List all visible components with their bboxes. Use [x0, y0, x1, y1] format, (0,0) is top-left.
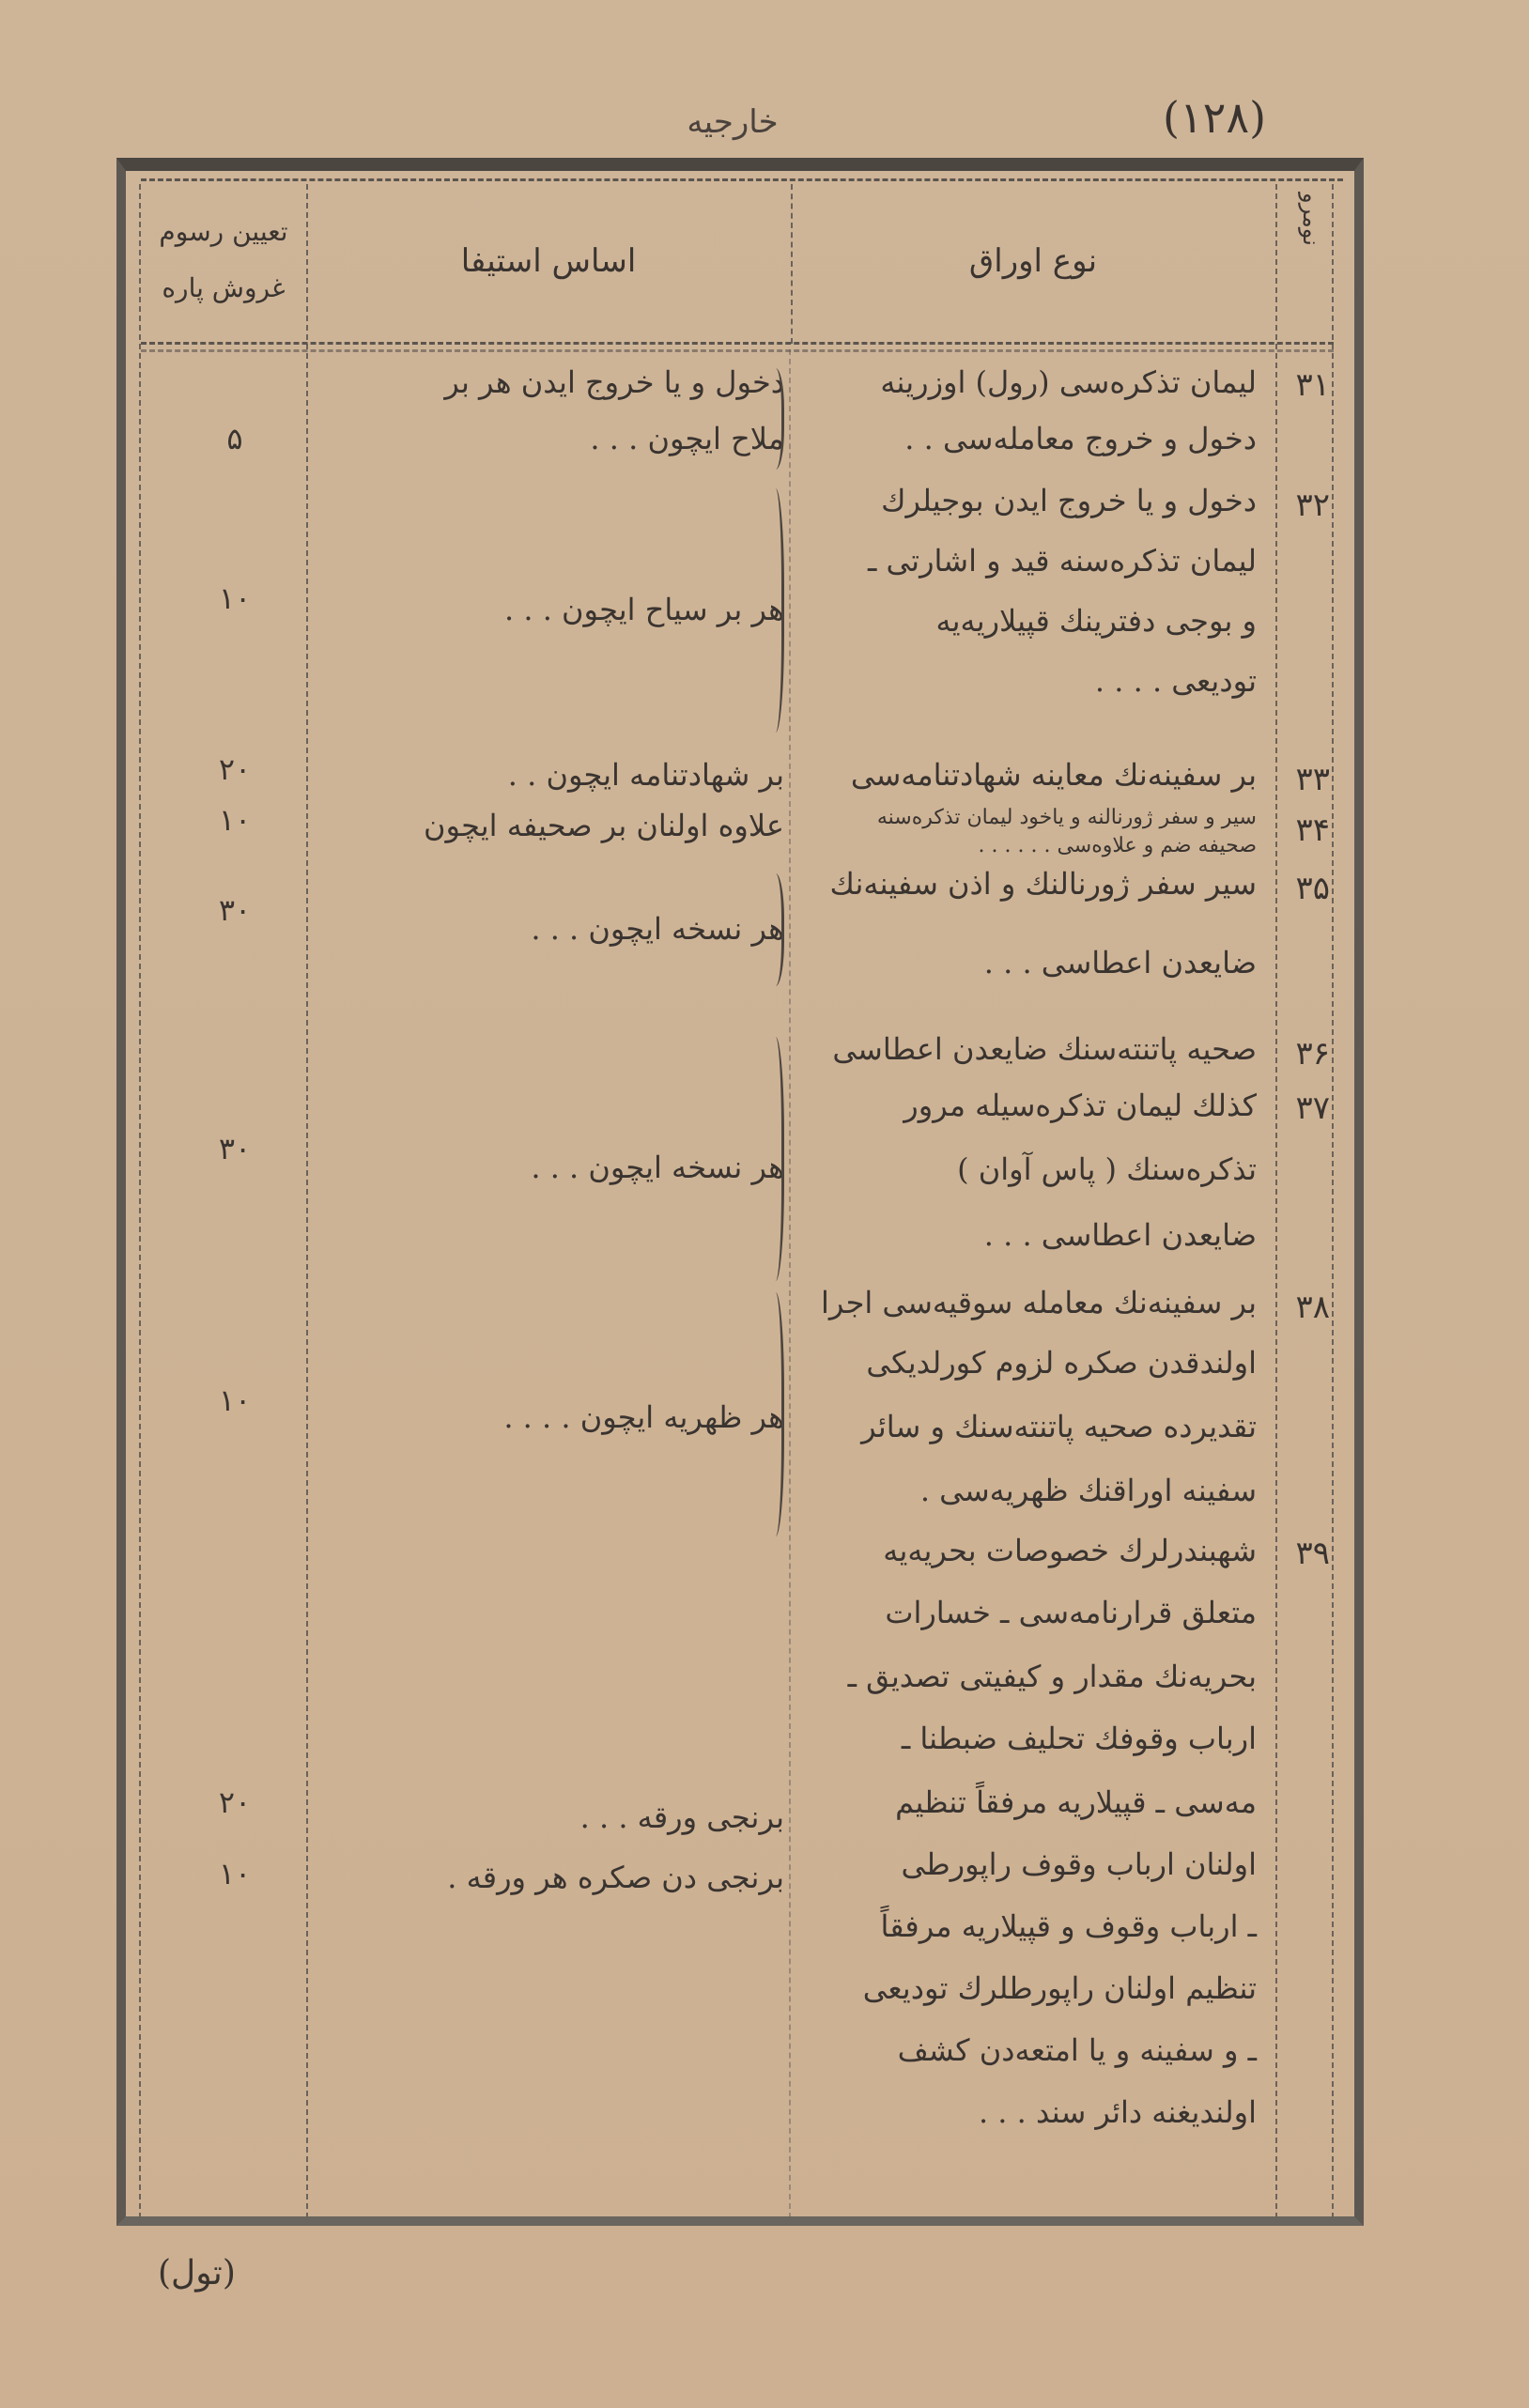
type-text: ـ ارباب وقوف و قپیلاریه مرفقاً — [880, 1908, 1257, 1944]
row-number: ۳۳ — [1295, 761, 1330, 798]
type-text: بحریه‌نك مقدار و کیفیتی تصدیق ـ — [847, 1659, 1257, 1694]
type-text: دخول و یا خروج ایدن بوجیلرك — [881, 483, 1257, 518]
type-text: سفینه اوراقنك ظهریه‌سی . — [919, 1473, 1257, 1508]
type-text: اولنان ارباب وقوف راپورطی — [901, 1846, 1257, 1882]
type-text: متعلق قرارنامه‌سی ـ خسارات — [885, 1595, 1257, 1630]
type-text: اولندقدن صکره لزوم کورلدیکی — [866, 1345, 1257, 1381]
page-number: (۱۲۸) — [1163, 92, 1267, 143]
brace — [763, 488, 784, 733]
type-text: اولندیغنه دائر سند . . . — [978, 2094, 1257, 2130]
type-text: کذلك لیمان تذکره‌سیله مرور — [904, 1088, 1257, 1123]
brace — [763, 368, 784, 470]
frame-inner-rule — [141, 178, 1343, 181]
fee-value: ۵ — [226, 421, 243, 456]
type-text: صحیه پاتنته‌سنك ضایعدن اعطاسی — [832, 1031, 1257, 1067]
basis-text: دخول و یا خروج ایدن هر بر — [444, 364, 784, 400]
type-text: سیر سفر ژورنالنك و اذن سفینه‌نك — [829, 866, 1257, 902]
type-text: دخول و خروج معامله‌سی . . — [904, 421, 1257, 456]
brace — [763, 873, 784, 986]
fee-value: ۱۰ — [218, 580, 252, 616]
type-text: لیمان تذکره‌سنه قید و اشارتی ـ — [867, 543, 1257, 579]
header-fee-line2: غروش پاره — [162, 272, 286, 303]
header-type: نوع اوراق — [968, 242, 1098, 280]
header-rule — [141, 349, 1334, 352]
fee-value: ۱۰ — [218, 1382, 252, 1418]
column-divider — [306, 184, 308, 2218]
type-text: تذکره‌سنك ( پاس آوان ) — [957, 1151, 1257, 1187]
header-rule — [141, 342, 1334, 345]
brace — [763, 1037, 784, 1281]
basis-text: برنجی دن صکره هر ورقه . — [447, 1860, 784, 1895]
fee-value: ۳۰ — [218, 892, 252, 928]
row-number: ۳۷ — [1295, 1089, 1330, 1127]
basis-text: ملاح ایچون . . . — [590, 421, 784, 456]
type-text: تودیعی . . . . — [1094, 663, 1257, 699]
row-number: ۳۲ — [1295, 486, 1330, 524]
fee-value: ۳۰ — [218, 1131, 252, 1166]
basis-text: هر بر سیاح ایچون . . . — [504, 592, 784, 627]
column-divider — [791, 184, 793, 344]
type-text: ضایعدن اعطاسی . . . — [983, 945, 1257, 980]
catchword: (تول) — [158, 2254, 236, 2292]
basis-text: بر شهادتنامه ایچون . . — [507, 757, 784, 793]
type-text: ارباب وقوفك تحلیف ضبطنا ـ — [901, 1721, 1257, 1756]
row-number: ۳۶ — [1295, 1035, 1330, 1073]
fee-value: ۲۰ — [218, 1784, 252, 1820]
header-basis: اساس استیفا — [460, 242, 637, 280]
row-number: ۳۱ — [1295, 366, 1330, 404]
header-fee-line1: تعیین رسوم — [159, 216, 288, 247]
type-text: شهبندرلرك خصوصات بحریه‌یه — [883, 1533, 1257, 1568]
running-head: خارجیه — [687, 103, 779, 141]
row-number: ۳۴ — [1295, 811, 1330, 849]
row-number: ۳۵ — [1295, 870, 1330, 907]
type-text: سیر و سفر ژورنالنه و یاخود لیمان تذکره‌سنه — [876, 806, 1257, 829]
type-text: ـ و سفینه و یا امتعه‌دن کشف — [897, 2032, 1257, 2068]
fee-value: ۲۰ — [218, 751, 252, 787]
type-text: بر سفینه‌نك معامله سوقیه‌سی اجرا — [821, 1285, 1257, 1320]
fee-value: ۱۰ — [218, 802, 252, 838]
type-text: بر سفینه‌نك معاینه شهادتنامه‌سی — [850, 757, 1257, 793]
type-text: مه‌سی ـ قپیلاریه مرفقاً تنظیم — [895, 1784, 1257, 1820]
type-text: و بوجی دفترینك قپیلاریه‌یه — [935, 603, 1257, 639]
row-number: ۳۹ — [1295, 1535, 1330, 1572]
fee-value: ۱۰ — [218, 1856, 252, 1891]
basis-text: علاوه اولنان بر صحیفه ایچون — [424, 808, 784, 843]
row-number: ۳۸ — [1295, 1289, 1330, 1326]
basis-text: برنجی ورقه . . . — [579, 1799, 784, 1835]
type-text: ضایعدن اعطاسی . . . — [983, 1217, 1257, 1253]
column-divider — [139, 184, 141, 2218]
header-no: نومرو — [1298, 193, 1324, 246]
basis-text: هر نسخه ایچون . . . — [531, 911, 784, 947]
type-text: تقدیرده صحیه پاتنته‌سنك و سائر — [861, 1409, 1257, 1444]
basis-text: هر ظهریه ایچون . . . . — [503, 1399, 784, 1435]
type-text: صحیفه ضم و علاوه‌سی . . . . . . — [978, 834, 1257, 857]
column-divider — [1332, 184, 1334, 2218]
column-divider — [1275, 184, 1277, 2218]
page-header — [0, 0, 1529, 169]
brace — [763, 1292, 784, 1536]
basis-text: هر نسخه ایچون . . . — [531, 1150, 784, 1185]
type-text: لیمان تذکره‌سی (رول) اوزرینه — [880, 364, 1257, 400]
type-text: تنظیم اولنان راپورطلرك تودیعی — [862, 1970, 1257, 2006]
